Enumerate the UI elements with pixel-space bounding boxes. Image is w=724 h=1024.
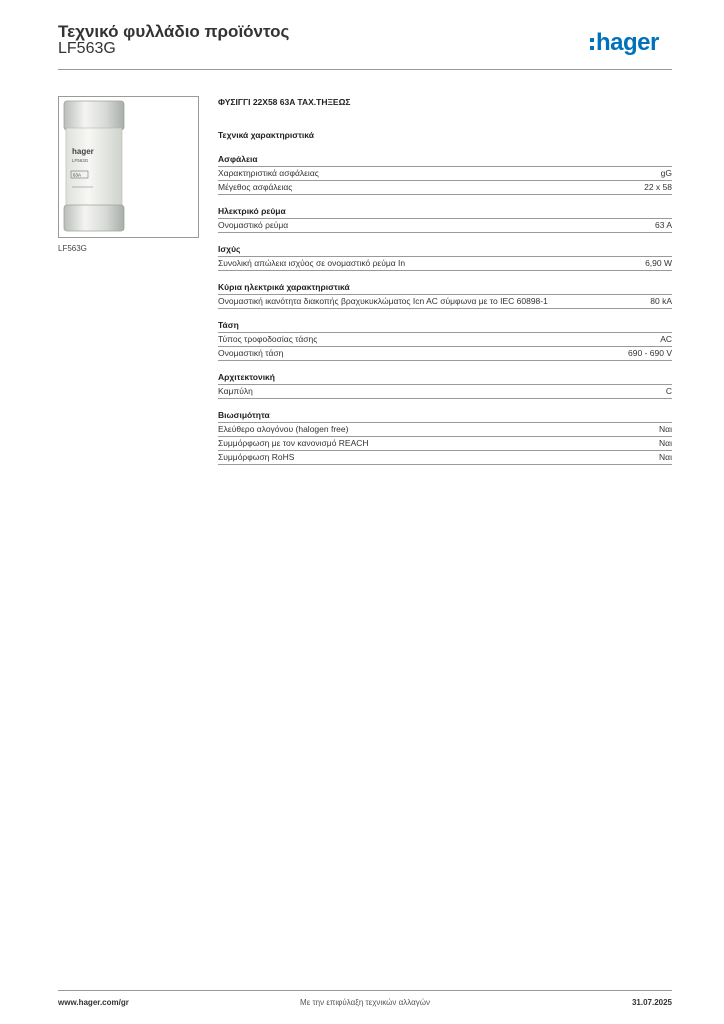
spec-value: 63 A <box>654 220 672 230</box>
spec-label: Συμμόρφωση με τον κανονισμό REACH <box>218 438 369 448</box>
spec-value: Ναι <box>659 438 672 448</box>
spec-row <box>218 423 672 437</box>
header-divider <box>58 69 672 70</box>
spec-row <box>218 333 672 347</box>
spec-row <box>218 167 672 181</box>
spec-group-voltage <box>218 319 672 361</box>
website-link[interactable]: www.hager.com/gr <box>58 998 129 1007</box>
spec-value: Ναι <box>659 452 672 462</box>
spec-group-fuse <box>218 153 672 195</box>
spec-row <box>218 219 672 233</box>
spec-value: 690 - 690 V <box>628 348 672 358</box>
specs-heading: Τεχνικά χαρακτηριστικά <box>218 130 314 140</box>
label-code: LF563G <box>72 158 89 163</box>
spec-row <box>218 347 672 361</box>
spec-label: Ελεύθερο αλογόνου (halogen free) <box>218 424 349 434</box>
spec-value: gG <box>660 168 672 178</box>
spec-value: 6,90 W <box>645 258 672 268</box>
spec-value: C <box>665 386 672 396</box>
fuse-cartridge-icon <box>59 97 198 237</box>
spec-label: Χαρακτηριστικά ασφάλειας <box>218 168 319 178</box>
spec-label: Συμμόρφωση RoHS <box>218 452 295 462</box>
spec-content <box>218 96 672 475</box>
spec-label: Ονομαστική τάση <box>218 348 284 358</box>
spec-row <box>218 385 672 399</box>
logo-dots-icon <box>590 38 595 52</box>
label-rating: 63A <box>73 172 82 178</box>
product-code: LF563G <box>58 40 116 57</box>
product-image <box>58 96 199 238</box>
spec-label: Ονομαστικό ρεύμα <box>218 220 289 230</box>
product-name: ΦΥΣΙΓΓΙ 22X58 63A ΤΑΧ.ΤΗΞΕΩΣ <box>218 97 351 107</box>
spec-group-title: Τάση <box>218 319 672 333</box>
spec-group-current <box>218 205 672 233</box>
spec-value: AC <box>660 334 672 344</box>
spec-label: Συνολική απώλεια ισχύος σε ονομαστικό ρεύμα In <box>218 258 406 268</box>
spec-row <box>218 437 672 451</box>
page-header <box>58 20 672 70</box>
spec-group-architecture <box>218 371 672 399</box>
spec-label: Τύπος τροφοδοσίας τάσης <box>218 334 318 344</box>
spec-group-title: Κύρια ηλεκτρικά χαρακτηριστικά <box>218 281 672 295</box>
footer-divider <box>58 990 672 991</box>
document-date: 31.07.2025 <box>631 998 672 1007</box>
spec-group-title: Ηλεκτρικό ρεύμα <box>218 205 672 219</box>
spec-group-title: Αρχιτεκτονική <box>218 371 672 385</box>
label-brand: hager <box>72 147 94 156</box>
spec-label: Ονομαστική ικανότητα διακοπής βραχυκυκλώματος Icn AC σύμφωνα με το IEC 60898-1 <box>218 296 548 306</box>
spec-value: Ναι <box>659 424 672 434</box>
document-title: Τεχνικό φυλλάδιο προϊόντος <box>58 22 290 41</box>
page-footer <box>58 998 672 1010</box>
spec-label: Καμπύλη <box>218 386 253 396</box>
spec-row <box>218 181 672 195</box>
hager-logo <box>590 28 672 58</box>
spec-group-electrical <box>218 281 672 309</box>
spec-group-title: Ισχύς <box>218 243 672 257</box>
spec-row <box>218 451 672 465</box>
spec-value: 80 kA <box>650 296 672 306</box>
image-caption: LF563G <box>58 244 87 253</box>
spec-group-title: Βιωσιμότητα <box>218 409 672 423</box>
spec-group-sustainability <box>218 409 672 465</box>
spec-label: Μέγεθος ασφάλειας <box>218 182 293 192</box>
spec-group-power <box>218 243 672 271</box>
spec-row <box>218 295 672 309</box>
logo-text: hager <box>596 29 659 56</box>
footer-note: Με την επιφύλαξη τεχνικών αλλαγών <box>300 998 430 1007</box>
spec-group-title: Ασφάλεια <box>218 153 672 167</box>
spec-value: 22 x 58 <box>644 182 672 192</box>
spec-row <box>218 257 672 271</box>
